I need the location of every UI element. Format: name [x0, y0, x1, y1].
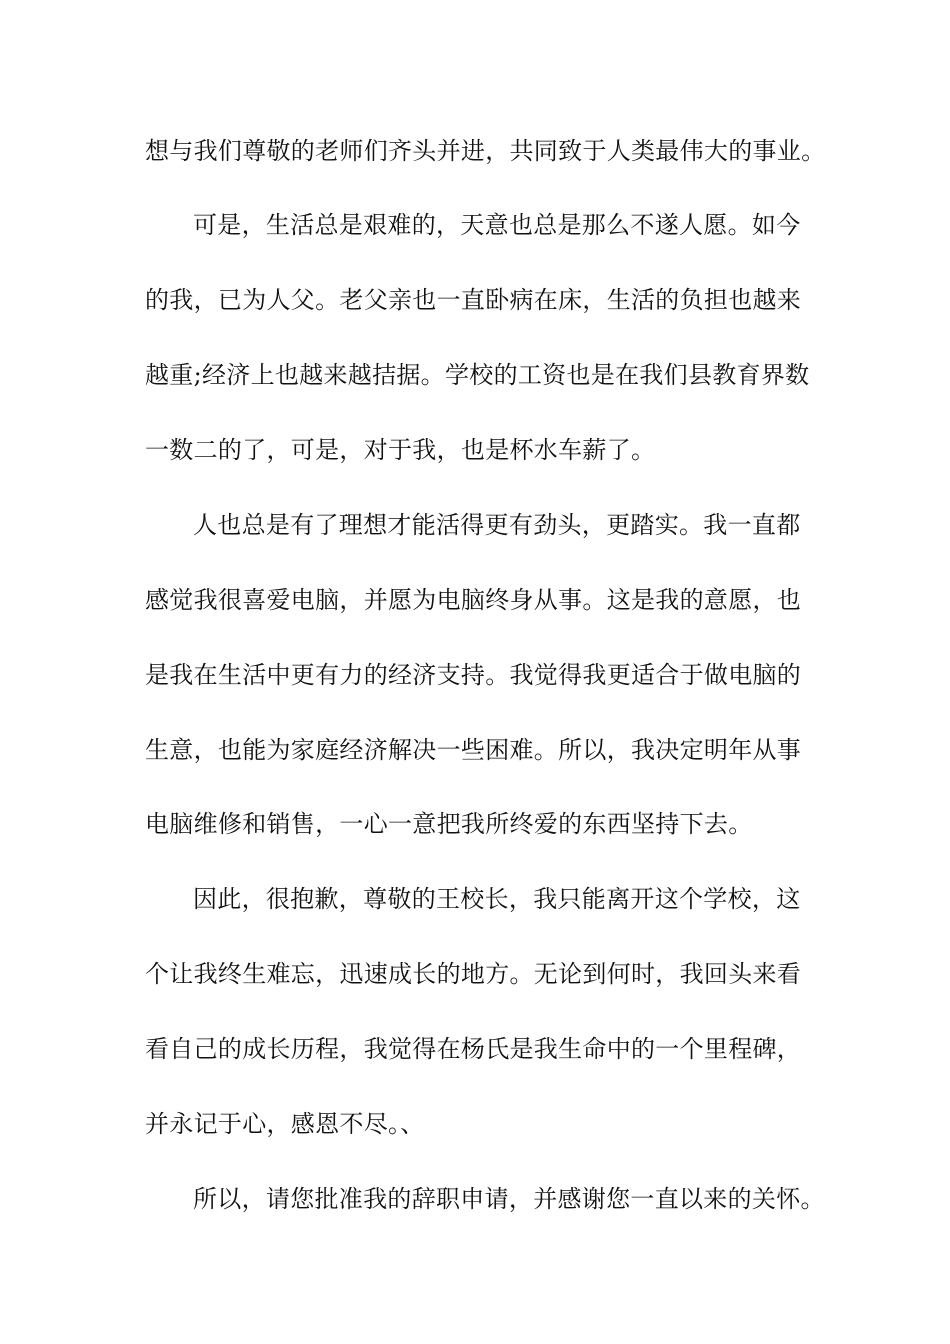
- text-line: 的我，已为人父。老父亲也一直卧病在床，生活的负担也越来: [145, 286, 802, 314]
- text-line: 人也总是有了理想才能活得更有劲头，更踏实。我一直都: [193, 511, 801, 539]
- text-line: 所以，请您批准我的辞职申请，并感谢您一直以来的关怀。: [193, 1185, 825, 1213]
- text-line: 并永记于心，感恩不尽。、: [145, 1110, 425, 1138]
- text-line: 感觉我很喜爱电脑，并愿为电脑终身从事。这是我的意愿，也: [145, 586, 802, 614]
- text-line: 因此，很抱歉，尊敬的王校长，我只能离开这个学校，这: [193, 885, 801, 913]
- text-line: 是我在生活中更有力的经济支持。我觉得我更适合于做电脑的: [145, 661, 802, 689]
- text-line: 个让我终生难忘，迅速成长的地方。无论到何时，我回头来看: [145, 960, 802, 988]
- text-line: 一数二的了，可是，对于我，也是杯水车薪了。: [145, 436, 656, 464]
- text-line: 看自己的成长历程，我觉得在杨氏是我生命中的一个里程碑，: [145, 1035, 802, 1063]
- text-line: 可是，生活总是艰难的，天意也总是那么不遂人愿。如今: [193, 211, 801, 239]
- text-line: 想与我们尊敬的老师们齐头并进，共同致于人类最伟大的事业。: [145, 137, 826, 165]
- text-line: 越重;经济上也越来越拮据。学校的工资也是在我们县教育界数: [145, 361, 810, 389]
- text-line: 电脑维修和销售，一心一意把我所终爱的东西坚持下去。: [145, 810, 753, 838]
- text-line: 生意，也能为家庭经济解决一些困难。所以，我决定明年从事: [145, 736, 802, 764]
